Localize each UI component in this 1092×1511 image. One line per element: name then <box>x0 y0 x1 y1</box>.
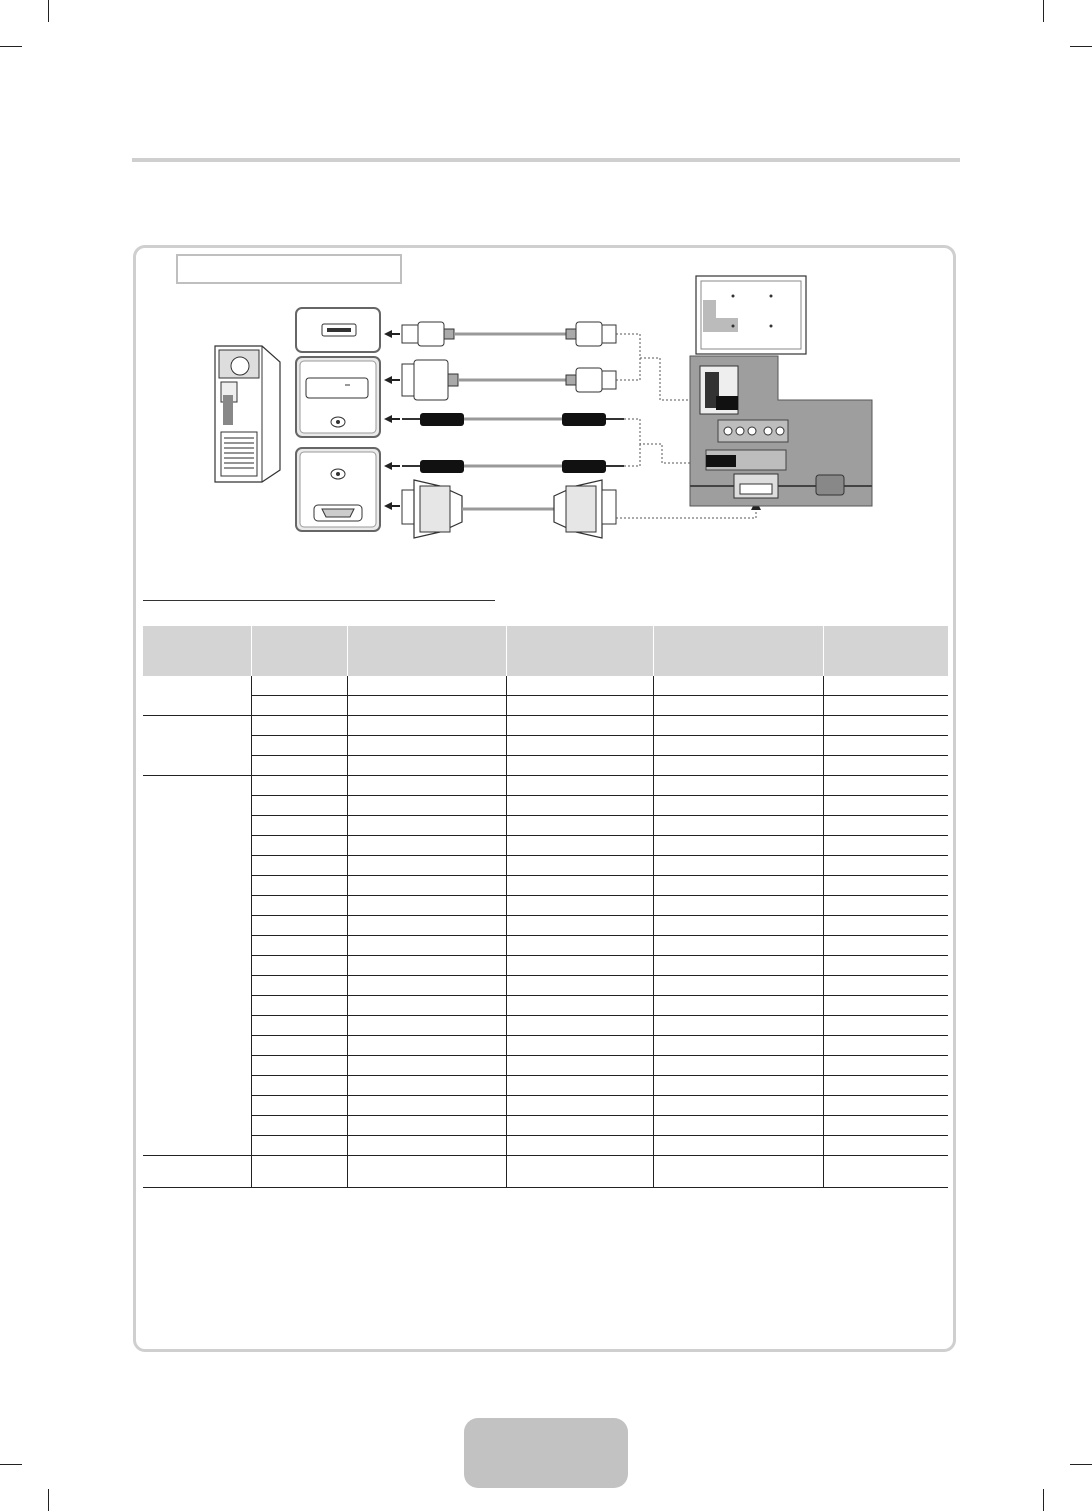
table-row <box>143 836 948 856</box>
table-cell <box>653 916 823 936</box>
table-cell <box>823 1076 948 1096</box>
table-row <box>143 676 948 696</box>
table-cell <box>251 836 347 856</box>
table-cell <box>653 956 823 976</box>
table-cell <box>251 1156 347 1188</box>
table-title-underline <box>143 600 495 601</box>
table-cell <box>506 796 653 816</box>
table-cell <box>653 776 823 796</box>
table-cell <box>251 1036 347 1056</box>
table-cell <box>506 916 653 936</box>
table-cell <box>506 1076 653 1096</box>
table-row <box>143 996 948 1016</box>
table-row <box>143 1076 948 1096</box>
page-number-tab <box>464 1418 628 1488</box>
hdmi-port-panel <box>296 308 380 352</box>
table-cell <box>653 1036 823 1056</box>
table-cell <box>251 916 347 936</box>
table-row <box>143 956 948 976</box>
table-cell <box>653 1016 823 1036</box>
table-cell <box>347 816 506 836</box>
table-cell <box>653 1136 823 1156</box>
table-cell <box>347 1116 506 1136</box>
table-cell <box>506 996 653 1016</box>
table-cell <box>653 1116 823 1136</box>
table-cell <box>251 716 347 736</box>
table-row <box>143 916 948 936</box>
table-cell <box>653 736 823 756</box>
table-cell <box>823 876 948 896</box>
table-cell <box>347 896 506 916</box>
table-cell <box>347 696 506 716</box>
table-cell <box>251 896 347 916</box>
table-row <box>143 936 948 956</box>
tv-rear-panel <box>690 356 872 506</box>
table-cell <box>506 1116 653 1136</box>
table-row <box>143 776 948 796</box>
table-cell <box>347 976 506 996</box>
dsub-audio-port-panel <box>296 448 380 531</box>
header-cell <box>143 626 251 676</box>
table-cell <box>347 716 506 736</box>
table-cell <box>506 856 653 876</box>
header-cell <box>347 626 506 676</box>
table-cell <box>347 876 506 896</box>
table-row <box>143 816 948 836</box>
table-cell <box>653 856 823 876</box>
table-cell <box>506 736 653 756</box>
table-cell <box>653 836 823 856</box>
tv-outline-icon <box>696 276 806 354</box>
table-cell <box>506 716 653 736</box>
table-header-row <box>143 626 948 676</box>
table-cell <box>823 816 948 836</box>
table-cell <box>251 816 347 836</box>
table-cell <box>347 736 506 756</box>
table-cell <box>251 1136 347 1156</box>
header-cell <box>653 626 823 676</box>
table-cell <box>506 696 653 716</box>
table-cell <box>347 856 506 876</box>
crop-mark <box>0 1464 22 1465</box>
table-cell <box>506 1136 653 1156</box>
table-cell <box>506 976 653 996</box>
table-cell <box>653 716 823 736</box>
table-cell <box>506 816 653 836</box>
table-cell <box>823 676 948 696</box>
audio-cable-1 <box>402 413 624 426</box>
table-cell <box>653 1076 823 1096</box>
table-row <box>143 1156 948 1188</box>
table-row <box>143 1116 948 1136</box>
table-cell <box>347 1036 506 1056</box>
table-cell <box>347 916 506 936</box>
table-row <box>143 856 948 876</box>
table-cell <box>347 1076 506 1096</box>
table-row <box>143 796 948 816</box>
connection-diagram <box>0 0 1092 560</box>
table-cell <box>823 1056 948 1076</box>
table-cell <box>347 936 506 956</box>
table-cell <box>823 756 948 776</box>
table-cell <box>347 956 506 976</box>
table-cell <box>823 936 948 956</box>
table-cell <box>653 696 823 716</box>
crop-mark <box>1043 1489 1044 1511</box>
table-cell <box>653 1156 823 1188</box>
table-cell <box>653 1096 823 1116</box>
table-cell <box>823 736 948 756</box>
table-cell <box>347 836 506 856</box>
table-cell <box>823 1096 948 1116</box>
table-cell <box>506 956 653 976</box>
group-cell <box>143 776 251 1156</box>
table-cell <box>506 876 653 896</box>
table-cell <box>251 1016 347 1036</box>
table-cell <box>506 756 653 776</box>
table-cell <box>251 936 347 956</box>
table-cell <box>823 696 948 716</box>
table-cell <box>823 1116 948 1136</box>
table-cell <box>506 936 653 956</box>
table-cell <box>653 1056 823 1076</box>
table-cell <box>506 1156 653 1188</box>
table-cell <box>506 1016 653 1036</box>
table-row <box>143 736 948 756</box>
table-row <box>143 876 948 896</box>
pc-tower-icon <box>215 346 280 482</box>
dvi-audio-port-panel <box>296 357 380 437</box>
table-cell <box>251 956 347 976</box>
table-cell <box>251 736 347 756</box>
table-cell <box>251 696 347 716</box>
table-cell <box>251 1076 347 1096</box>
group-cell <box>143 676 251 716</box>
table-cell <box>251 976 347 996</box>
table-cell <box>653 676 823 696</box>
table-cell <box>506 776 653 796</box>
table-cell <box>251 996 347 1016</box>
table-cell <box>653 996 823 1016</box>
table-cell <box>823 956 948 976</box>
header-cell <box>251 626 347 676</box>
group-cell <box>143 1156 251 1188</box>
table-cell <box>506 896 653 916</box>
table-cell <box>506 676 653 696</box>
table-cell <box>653 816 823 836</box>
dvi-hdmi-cable <box>402 360 616 400</box>
table-cell <box>823 796 948 816</box>
crop-mark <box>48 1489 49 1511</box>
table-row <box>143 716 948 736</box>
table-row <box>143 1036 948 1056</box>
table-cell <box>347 796 506 816</box>
table-row <box>143 1016 948 1036</box>
hdmi-cable <box>402 322 616 346</box>
table-cell <box>506 1036 653 1056</box>
table-body <box>143 676 948 1188</box>
table-row <box>143 976 948 996</box>
table-cell <box>251 1056 347 1076</box>
table-cell <box>823 916 948 936</box>
table-cell <box>347 1016 506 1036</box>
header-cell <box>506 626 653 676</box>
table-cell <box>823 1036 948 1056</box>
table-cell <box>506 836 653 856</box>
table-cell <box>823 1136 948 1156</box>
table-row <box>143 696 948 716</box>
table-cell <box>823 716 948 736</box>
table-row <box>143 896 948 916</box>
table-cell <box>506 1096 653 1116</box>
table-row <box>143 1056 948 1076</box>
audio-cable-2 <box>402 460 624 473</box>
table-cell <box>653 756 823 776</box>
table-cell <box>347 676 506 696</box>
table-cell <box>347 756 506 776</box>
table-cell <box>653 976 823 996</box>
table-cell <box>506 1056 653 1076</box>
table-cell <box>823 856 948 876</box>
table-cell <box>251 776 347 796</box>
table-cell <box>823 1156 948 1188</box>
table-row <box>143 1136 948 1156</box>
table-cell <box>251 1116 347 1136</box>
header-cell <box>823 626 948 676</box>
table-cell <box>823 896 948 916</box>
display-modes-table <box>143 626 948 1188</box>
table-row <box>143 1096 948 1116</box>
table-cell <box>823 776 948 796</box>
table-cell <box>251 676 347 696</box>
table-cell <box>653 936 823 956</box>
table-cell <box>251 1096 347 1116</box>
table-cell <box>823 996 948 1016</box>
table-cell <box>251 856 347 876</box>
dsub-cable <box>402 480 616 538</box>
table-cell <box>347 1136 506 1156</box>
table-cell <box>347 1156 506 1188</box>
table-cell <box>653 876 823 896</box>
arrow-icons <box>384 330 400 510</box>
table-cell <box>823 836 948 856</box>
crop-mark <box>1070 1464 1092 1465</box>
table-cell <box>251 756 347 776</box>
table-cell <box>251 796 347 816</box>
group-cell <box>143 716 251 776</box>
table-row <box>143 756 948 776</box>
table-cell <box>347 1096 506 1116</box>
table-cell <box>347 776 506 796</box>
table-cell <box>347 996 506 1016</box>
table-cell <box>653 796 823 816</box>
table-cell <box>251 876 347 896</box>
table-cell <box>347 1056 506 1076</box>
table-cell <box>653 896 823 916</box>
table-cell <box>823 1016 948 1036</box>
table-cell <box>823 976 948 996</box>
